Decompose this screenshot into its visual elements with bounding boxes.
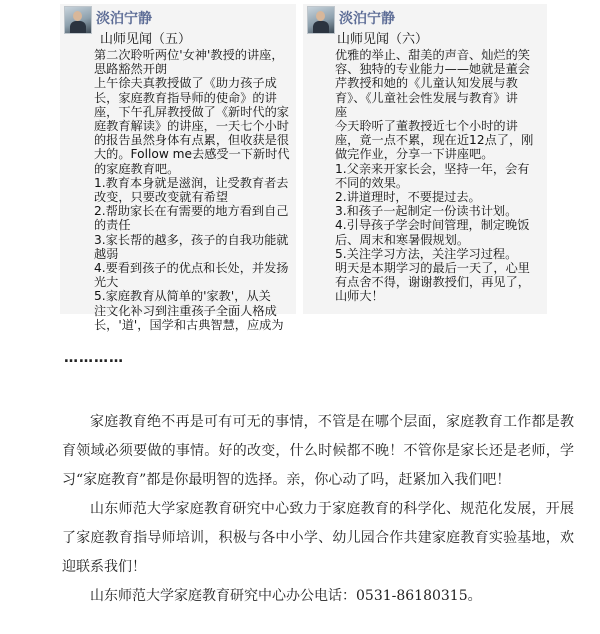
post-body: 第二次聆听两位'女神'教授的讲座， 思路豁然开朗 上午徐夫真教授做了《助力孩子成 长，家庭教育指导师的使命》的讲 座，下午孔屏教授做了《新时代的家 庭教育解读》的讲座，一天七个小时 的报告虽然身体有点累，但收获是很 大的。Follow me去感受一下新时代 的家庭教育吧。 1.教育本身就是滋润，让受教育者去 改变，只要改变就有希望 2.帮助家长在有需要的地方看到自己 的责任 3.家长帮的越多，孩子的自我功能就 越弱 4.要看到孩子的优点和长处，并发扬 光大 5.家庭教育从简单的'家教'，从关 注文化补习到注重孩子全面人格成 长，'道'，国学和古典智慧，应成为 [94, 48, 290, 332]
wechat-post-card-5 [60, 4, 296, 332]
post-username[interactable]: 淡泊宁静 [96, 11, 152, 27]
post-body: 优雅的举止、甜美的声音、灿烂的笑 容、独特的专业能力——她就是董会 芹教授和她的《儿童认知发展与教 育》、《儿童社会性发展与教育》讲 座 今天聆听了董教授近七个小时的讲 座，竟一点不累，现在近12点了，刚 做完作业，分享一下讲座吧。 1.父亲来开家长会，坚持一年，会有 不同的效果。 2.讲道理时，不要提过去。 3.和孩子一起制定一份读书计划。 4.引导孩子学会时间管理，制定晚饭 后、周末和寒暑假规划。 5.关注学习方法，关注学习过程。 明天是本期学习的最后一天了，心里 有点舍不得，谢谢教授们，再见了， 山师大！ [335, 48, 534, 304]
post-subtitle: 山师见闻（六） [337, 32, 429, 47]
article-paragraph: 山东师范大学家庭教育研究中心致力于家庭教育的科学化、规范化发展，开展了家庭教育指导师培训，积极与各中小学、幼儿园合作共建家庭教育实验基地，欢迎联系我们！ [62, 501, 574, 575]
post-subtitle: 山师见闻（五） [100, 32, 192, 47]
ellipsis-separator: ………… [64, 350, 124, 366]
article-paragraph: 家庭教育绝不再是可有可无的事情，不管是在哪个层面，家庭教育工作都是教育领域必须要做的事情。好的改变，什么时候都不晚！不管你是家长还是老师，学习“家庭教育”都是你最明智的选择。亲，你心动了吗，赶紧加入我们吧！ [62, 414, 574, 488]
avatar[interactable] [307, 6, 335, 34]
article-body [62, 408, 574, 611]
wechat-post-card-6 [303, 4, 547, 314]
post-username[interactable]: 淡泊宁静 [339, 11, 395, 27]
avatar[interactable] [64, 6, 92, 34]
article-paragraph-contact: 山东师范大学家庭教育研究中心办公电话：0531-86180315。 [90, 588, 482, 604]
